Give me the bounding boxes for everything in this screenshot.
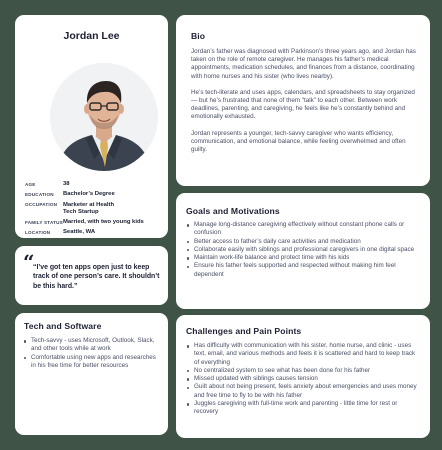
fact-age	[25, 181, 160, 188]
list-item: Juggles caregiving with full-time work and parenting - little time for rest or recovery	[186, 400, 418, 417]
fact-location	[25, 229, 160, 236]
challenges-list	[186, 342, 418, 417]
fact-label: EDUCATION	[25, 191, 54, 197]
persona-facts	[25, 181, 160, 238]
list-item: Has difficulty with communication with his sister, home nurse, and clinic - uses text, email, and various methods and feels it is scattered and hard to keep track of everything	[186, 342, 418, 367]
persona-portrait-image	[50, 63, 158, 171]
list-item: Comfortable using new apps and researches in his free time for better resources	[23, 354, 160, 371]
challenges-title: Challenges and Pain Points	[186, 326, 302, 336]
goals-title: Goals and Motivations	[186, 206, 280, 216]
bio-paragraph: Jordan’s father was diagnosed with Parkinson’s three years ago, and Jordan has taken on the role of remote caregiver. He manages his father’s medical appointments, medication schedules, and finances from a distance, coordinating with home nurses and his sister (who lives nearby).	[191, 48, 416, 80]
fact-value: Bachelor’s Degree	[63, 191, 115, 198]
list-item: Guilt about not being present, feels anxiety about emergencies and uses money and free time to fly to be with his father	[186, 383, 418, 400]
bio-card	[176, 15, 430, 186]
quote-card	[15, 246, 168, 305]
bio-text	[191, 48, 416, 162]
list-item: Missed updated with siblings causes tension	[186, 375, 418, 383]
quote-text: “I’ve got ten apps open just to keep track of one person’s care. It shouldn’t be this hard.”	[33, 264, 160, 290]
list-item: Tech-savvy - uses Microsoft, Outlook, Slack, and other tools while at work	[23, 337, 160, 354]
bio-paragraph: Jordan represents a younger, tech-savvy caregiver who wants efficiency, communication, and emotional balance, while feeling overwhelmed and often guilty.	[191, 129, 406, 154]
list-item: Ensure his father feels supported and respected without making him feel dependent	[186, 262, 420, 279]
fact-education	[25, 191, 160, 198]
list-item: No centralized system to see what has been done for his father	[186, 367, 418, 375]
persona-photo	[50, 63, 158, 171]
fact-value: 38	[63, 181, 70, 187]
tech-title: Tech and Software	[24, 321, 102, 331]
tech-card	[15, 313, 168, 435]
profile-card	[15, 15, 168, 238]
persona-name: Jordan Lee	[63, 30, 120, 42]
fact-value: Seattle, WA	[63, 229, 96, 236]
goals-list	[186, 221, 420, 279]
fact-family-status	[25, 219, 160, 226]
bio-paragraph: He’s tech-literate and uses apps, calendars, and spreadsheets to stay organized — but he’s frustrated that none of them “talk” to each other. Between work deadlines, parenting, and caregiving, he feels like he’s constantly behind and emotionally exhausted.	[191, 88, 415, 121]
list-item: Maintain work-life balance and protect time with his kids	[186, 254, 420, 262]
tech-list	[23, 337, 160, 370]
quote-mark-icon: “	[23, 250, 35, 274]
fact-label: OCCUPATION	[25, 202, 58, 208]
fact-label: AGE	[25, 181, 36, 187]
list-item: Collaborate easily with siblings and professional caregivers in one digital space	[186, 246, 420, 254]
list-item: Better access to father’s daily care activities and medication	[186, 238, 420, 246]
fact-label: LOCATION	[25, 229, 51, 235]
goals-card	[176, 193, 430, 309]
challenges-card	[176, 315, 430, 438]
fact-value: Married, with two young kids	[63, 218, 144, 225]
fact-occupation	[25, 202, 160, 216]
bio-title: Bio	[191, 31, 206, 41]
list-item: Manage long-distance caregiving effectively without constant phone calls or confusion	[186, 221, 420, 238]
fact-value: Marketer at Health Tech Startup	[63, 201, 115, 215]
fact-label: FAMILY STATUS	[25, 219, 63, 225]
